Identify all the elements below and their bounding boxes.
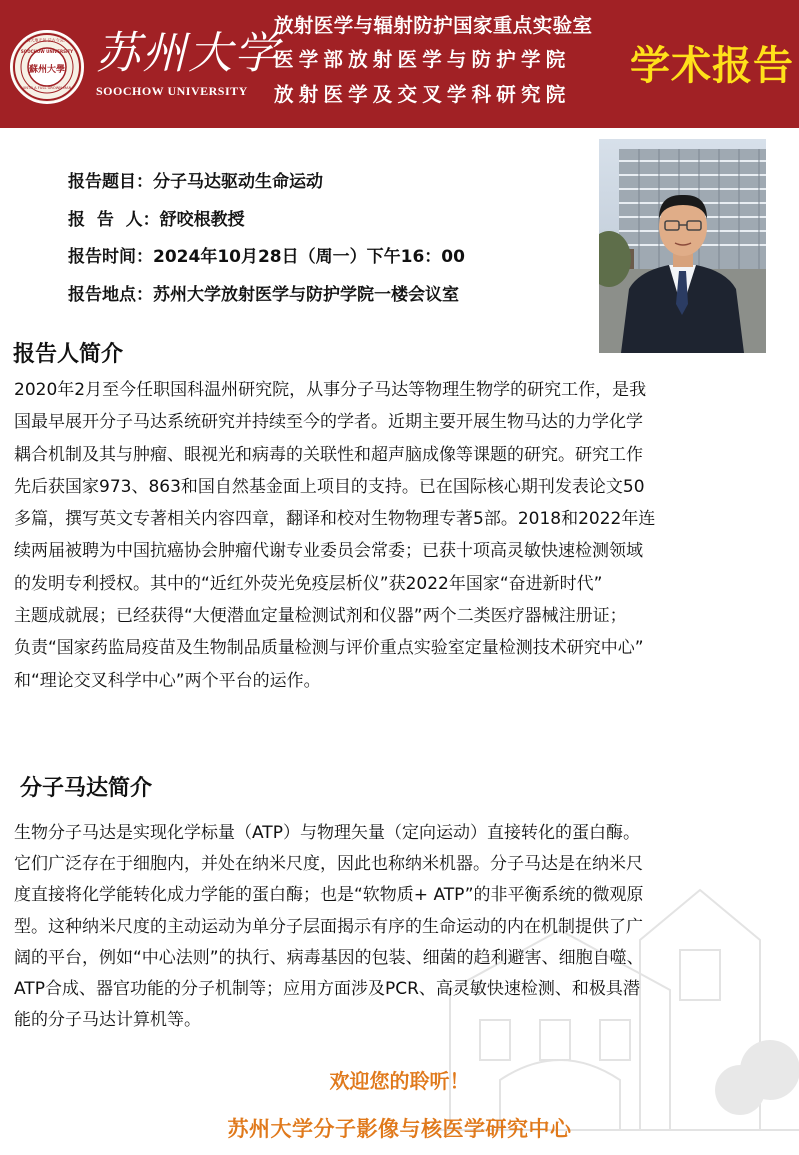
seal-inner-text: 蘇州大學 xyxy=(28,65,66,75)
bio-line: 主题成就展；已经获得“大便潜血定量检测试剂和仪器”两个二类医疗器械注册证； xyxy=(14,606,627,627)
seal-outer-text: UNTO A FULL GROWN MAN xyxy=(22,86,72,90)
report-time: 报告时间：2024年10月28日（周一）下午16：00 xyxy=(68,247,465,267)
bio-line: 2020年2月至今任职国科温州研究院，从事分子马达等物理生物学的研究工作，是我 xyxy=(14,380,647,400)
university-seal-icon xyxy=(10,30,84,104)
motor-line: ATP合成、器官功能的分子机制等；应用方面涉及PCR、高灵敏快速检测、和极具潜 xyxy=(14,978,640,999)
motor-line: 度直接将化学能转化成力学能的蛋白酶；也是“软物质+ ATP”的非平衡系统的微观原 xyxy=(14,885,644,906)
bio-line: 多篇，撰写英文专著相关内容四章，翻译和校对生物物理专著5部。2018和2022年连 xyxy=(14,509,656,530)
welcome-message: 欢迎您的聆听！ xyxy=(329,1069,470,1093)
bio-line: 负责“国家药监局疫苗及生物制品质量检测与评价重点实验室定量检测技术研究中心” xyxy=(14,638,644,659)
motor-intro-heading: 分子马达简介 xyxy=(20,776,153,801)
bio-line: 和“理论交叉科学中心”两个平台的运作。 xyxy=(14,670,321,691)
seal-ring-text: SOOCHOW UNIVERSITY xyxy=(20,49,74,54)
organizer-name: 苏州大学分子影像与核医学研究中心 xyxy=(227,1117,572,1141)
report-title: 报告题目：分子马达驱动生命运动 xyxy=(68,172,323,192)
bio-line: 的发明专利授权。其中的“近红外荧光免疫层析仪”获2022年国家“奋进新时代” xyxy=(14,573,603,594)
motor-line: 阔的平台，例如“中心法则”的执行、病毒基因的包装、细菌的趋利避害、细胞自噬、 xyxy=(14,947,644,968)
bio-line: 先后获国家973、863和国自然基金面上项目的支持。已在国际核心期刊发表论文50 xyxy=(14,476,645,497)
university-name-cn: 苏州大学 xyxy=(96,28,280,79)
bio-line: 续两届被聘为中国抗癌协会肿瘤代谢专业委员会常委；已获十项高灵敏快速检测领域 xyxy=(14,541,643,562)
institution-line-2: 医学部放射医学与防护学院 xyxy=(274,48,571,71)
header-banner xyxy=(0,0,799,128)
bio-line: 国最早展开分子马达系统研究并持续至今的学者。近期主要开展生物马达的力学化学 xyxy=(14,412,643,433)
motor-line: 它们广泛存在于细胞内，并处在纳米尺度，因此也称纳米机器。分子马达是在纳米尺 xyxy=(14,854,643,875)
speaker-bio-text xyxy=(14,374,794,697)
report-location: 报告地点：苏州大学放射医学与防护学院一楼会议室 xyxy=(68,285,459,305)
motor-line: 生物分子马达是实现化学标量（ATP）与物理矢量（定向运动）直接转化的蛋白酶。 xyxy=(14,823,640,843)
speaker-portrait xyxy=(599,139,766,353)
motor-line: 能的分子马达计算机等。 xyxy=(14,1010,201,1031)
motor-intro-text xyxy=(14,818,794,1036)
motor-line: 型。这种纳米尺度的主动运动为单分子层面揭示有序的生命运动的内在机制提供了广 xyxy=(14,916,643,937)
university-name-en: SOOCHOW UNIVERSITY xyxy=(96,84,248,98)
bio-line: 耦合机制及其与肿瘤、眼视光和病毒的关联性和超声脑成像等课题的研究。研究工作 xyxy=(14,444,643,465)
academic-report-label: 学术报告 xyxy=(630,43,794,89)
institution-line-3: 放射医学及交叉学科研究院 xyxy=(274,83,571,106)
speaker-bio-heading: 报告人简介 xyxy=(13,342,124,367)
institution-line-1: 放射医学与辐射防护国家重点实验室 xyxy=(274,14,593,37)
seal-motto-text: 養天地正氣 法古今完人 xyxy=(26,37,68,43)
report-speaker: 报 告 人：舒咬根教授 xyxy=(68,210,245,230)
